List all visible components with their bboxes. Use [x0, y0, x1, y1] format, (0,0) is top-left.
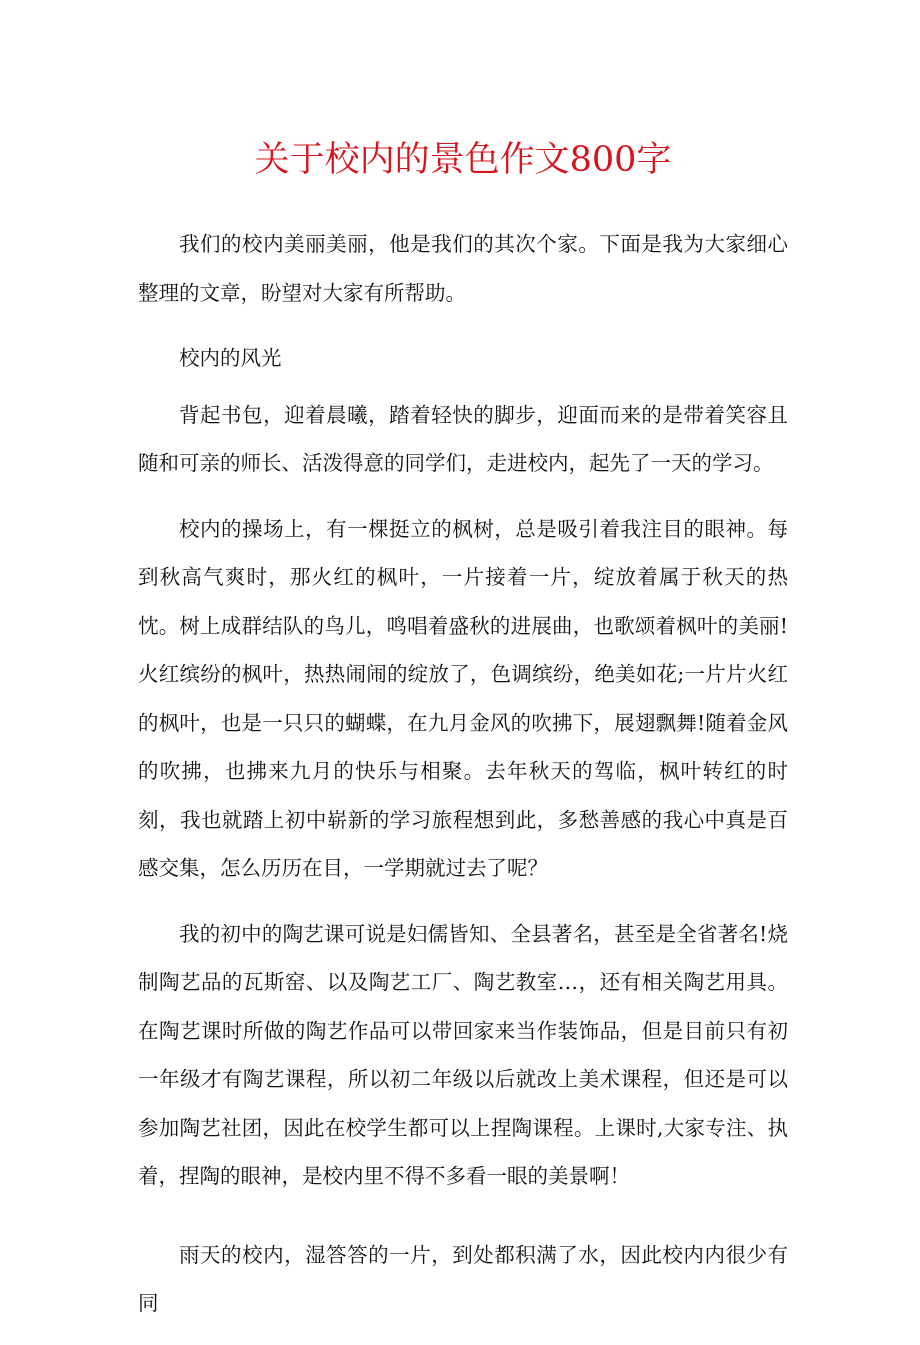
- document-body: [138, 220, 788, 1328]
- section-heading: 校内的风光: [179, 346, 282, 370]
- body-paragraph: 背起书包，迎着晨曦，踏着轻快的脚步，迎面而来的是带着笑容且随和可亲的师长、活泼得意的同学们，走进校内，起先了一天的学习。: [138, 402, 788, 475]
- intro-paragraph: 我们的校内美丽美丽，他是我们的其次个家。下面是我为大家细心整理的文章，盼望对大家有所帮助。: [138, 232, 788, 305]
- body-paragraph: 我的初中的陶艺课可说是妇儒皆知、全县著名，甚至是全省著名!烧制陶艺品的瓦斯窑、以及陶艺工厂、陶艺教室…，还有相关陶艺用具。在陶艺课时所做的陶艺作品可以带回家来当作装饰品，但是目前只有初一年级才有陶艺课程，所以初二年级以后就改上美术课程，但还是可以参加陶艺社团，因此在校学生都可以上捏陶课程。上课时,大家专注、执着，捏陶的眼神，是校内里不得不多看一眼的美景啊！: [138, 921, 788, 1188]
- document-title: 关于校内的景色作文800字: [254, 140, 672, 180]
- body-paragraph: 雨天的校内，湿答答的一片，到处都积满了水，因此校内内很少有同: [138, 1242, 788, 1315]
- document-page: [138, 130, 788, 1345]
- body-paragraph: 校内的操场上，有一棵挺立的枫树，总是吸引着我注目的眼神。每到秋高气爽时，那火红的枫叶，一片接着一片，绽放着属于秋天的热忱。树上成群结队的鸟儿，鸣唱着盛秋的进展曲，也歌颂着枫叶的美丽!火红缤纷的枫叶，热热闹闹的绽放了，色调缤纷，绝美如花;一片片火红的枫叶，也是一只只的蝴蝶，在九月金风的吹拂下，展翅飘舞!随着金风的吹拂，也拂来九月的快乐与相聚。去年秋天的驾临，枫叶转红的时刻，我也就踏上初中崭新的学习旅程想到此，多愁善感的我心中真是百感交集，怎么历历在目，一学期就过去了呢？: [138, 516, 788, 880]
